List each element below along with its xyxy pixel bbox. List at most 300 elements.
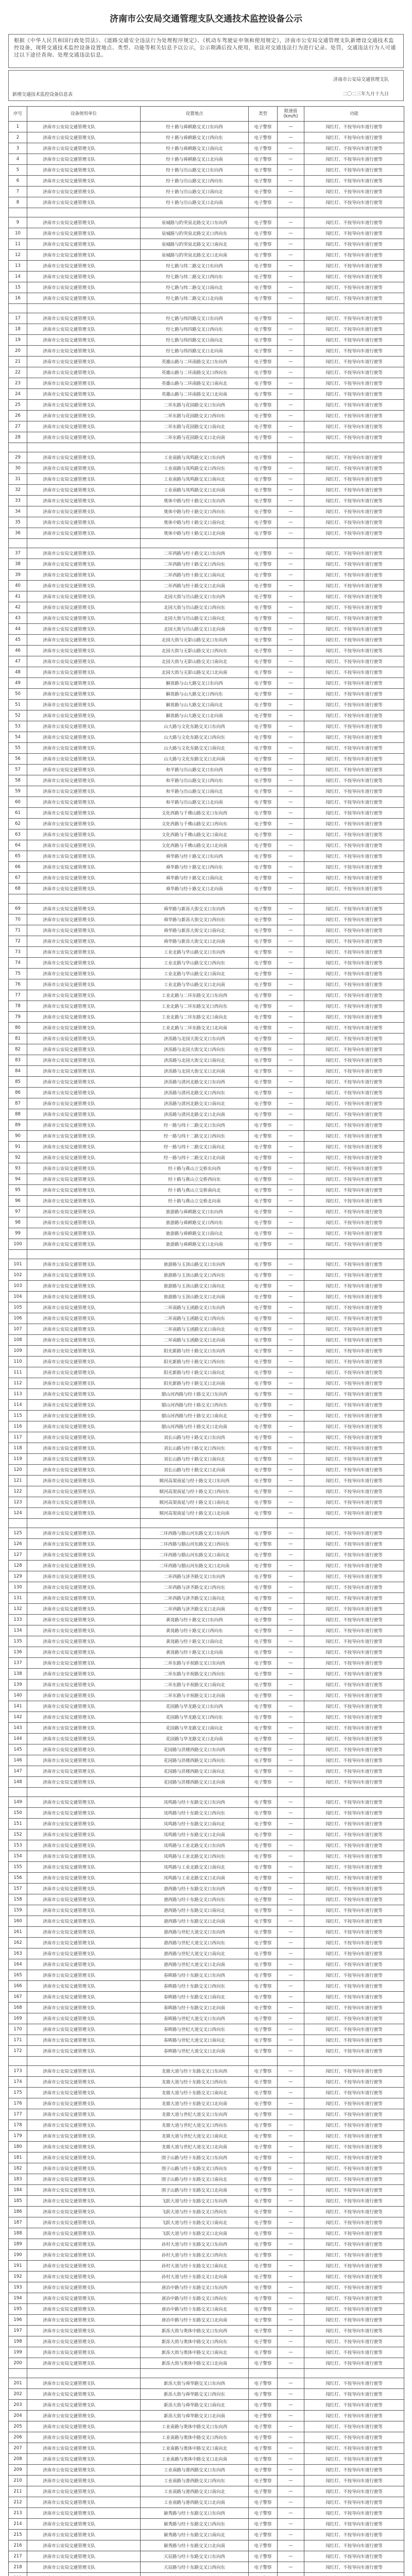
cell-location: 旅游路与舜耕路交叉口北向南 bbox=[141, 1239, 249, 1250]
cell-location: 唐冶中路与经十东路交叉口北向南 bbox=[141, 2315, 249, 2326]
table-row bbox=[9, 840, 404, 851]
table-row bbox=[9, 2432, 404, 2443]
table-row bbox=[9, 2508, 404, 2519]
cell-unit: 济南市公安局交通管理支队 bbox=[27, 808, 141, 819]
cell-location: 刘长山路与经十路交叉口南向北 bbox=[141, 1454, 249, 1465]
cell-type: 电子警察 bbox=[249, 1647, 278, 1658]
cell-type: 电子警察 bbox=[249, 474, 278, 485]
cell-type: 电子警察 bbox=[249, 1001, 278, 1012]
cell-unit: 济南市公安局交通管理支队 bbox=[27, 1884, 141, 1894]
cell-index: 98 bbox=[9, 1217, 27, 1228]
table-row bbox=[9, 1098, 404, 1109]
cell-function: 闯红灯、不按导向车道行驶等 bbox=[304, 1647, 404, 1658]
cell-speed: — bbox=[278, 2185, 304, 2196]
cell-unit: 济南市公安局交通管理支队 bbox=[27, 851, 141, 862]
cell-unit: 济南市公安局交通管理支队 bbox=[27, 1259, 141, 1270]
table-row bbox=[9, 2530, 404, 2540]
table-row bbox=[9, 143, 404, 154]
cell-speed bbox=[278, 2573, 304, 2576]
cell-function: 闯红灯、不按导向车道行驶等 bbox=[304, 2024, 404, 2035]
table-row bbox=[9, 1012, 404, 1023]
cell-index: 121 bbox=[9, 1476, 27, 1486]
cell-type: 电子警察 bbox=[249, 840, 278, 851]
cell-type: 电子警察 bbox=[249, 1066, 278, 1077]
cell-speed: — bbox=[278, 829, 304, 840]
cell-location: 花园路与华龙路交叉口东向西 bbox=[141, 1701, 249, 1712]
table-spacer-row bbox=[9, 2369, 404, 2378]
cell-speed: — bbox=[278, 272, 304, 282]
table-row bbox=[9, 2228, 404, 2239]
cell-location: 文化西路与千佛山路交叉口西向东 bbox=[141, 819, 249, 829]
cell-function: 闯红灯、不按导向车道行驶等 bbox=[304, 176, 404, 187]
cell-type: 电子警察 bbox=[249, 1367, 278, 1378]
cell-type: 电子警察 bbox=[249, 1884, 278, 1894]
table-row bbox=[9, 378, 404, 389]
cell-index: 40 bbox=[9, 581, 27, 591]
cell-function: 闯红灯、不按导向车道行驶等 bbox=[304, 2326, 404, 2336]
cell-function: 闯红灯、不按导向车道行驶等 bbox=[304, 1217, 404, 1228]
cell-speed: — bbox=[278, 1357, 304, 1367]
cell-index: 73 bbox=[9, 947, 27, 958]
cell-type: 电子警察 bbox=[249, 786, 278, 797]
cell-location: 旅游路与玉顶山路交叉口南向北 bbox=[141, 1281, 249, 1292]
cell-location: 工业南路与奥体中路交叉口南向北 bbox=[141, 2443, 249, 2454]
cell-speed: — bbox=[278, 1421, 304, 1432]
spacer-cell bbox=[278, 304, 304, 313]
cell-type: 电子警察 bbox=[249, 914, 278, 925]
cell-location: 舜华路与新泺大街交叉口东向西 bbox=[141, 904, 249, 914]
spacer-cell bbox=[9, 1250, 27, 1259]
cell-location: 经七路与纬二路交叉口东向西 bbox=[141, 261, 249, 272]
cell-index: 1 bbox=[9, 122, 27, 132]
cell-unit: 济南市公安局交通管理支队 bbox=[27, 1528, 141, 1539]
cell-function: 闯红灯、不按导向车道行驶等 bbox=[304, 474, 404, 485]
cell-speed: — bbox=[278, 786, 304, 797]
cell-speed: — bbox=[278, 1777, 304, 1788]
cell-type: 电子警察 bbox=[249, 143, 278, 154]
cell-index: 184 bbox=[9, 2185, 27, 2196]
cell-speed: — bbox=[278, 1593, 304, 1604]
cell-speed: — bbox=[278, 463, 304, 474]
table-row bbox=[9, 432, 404, 443]
cell-index: 97 bbox=[9, 1207, 27, 1217]
cell-function: 闯红灯、不按导向车道行驶等 bbox=[304, 2109, 404, 2120]
cell-unit: 济南市公安局交通管理支队 bbox=[27, 947, 141, 958]
cell-unit: 济南市公安局交通管理支队 bbox=[27, 2551, 141, 2562]
cell-speed: — bbox=[278, 432, 304, 443]
cell-function: 闯红灯、不按导向车道行驶等 bbox=[304, 272, 404, 282]
header-function: 功能 bbox=[304, 107, 404, 122]
cell-unit: 济南市公安局交通管理支队 bbox=[27, 1098, 141, 1109]
cell-function: 闯红灯、不按导向车道行驶等 bbox=[304, 1981, 404, 1992]
cell-index: 165 bbox=[9, 1970, 27, 1981]
cell-speed: — bbox=[278, 1497, 304, 1508]
page-title: 济南市公安局交通管理支队交通技术监控设备公示 bbox=[110, 14, 302, 24]
cell-index: 173 bbox=[9, 2066, 27, 2077]
cell-speed: — bbox=[278, 1604, 304, 1615]
cell-index: 206 bbox=[9, 2432, 27, 2443]
cell-unit: 济南市公安局交通管理支队 bbox=[27, 165, 141, 176]
table-row bbox=[9, 1884, 404, 1894]
cell-type: 电子警察 bbox=[249, 2443, 278, 2454]
spacer-cell bbox=[9, 2369, 27, 2378]
cell-location: 济泺路与北园大街交叉口南向北 bbox=[141, 1055, 249, 1066]
table-row bbox=[9, 1023, 404, 1033]
cell-speed: — bbox=[278, 2250, 304, 2261]
cell-index: 18 bbox=[9, 324, 27, 335]
cell-index: 209 bbox=[9, 2465, 27, 2476]
cell-index: 204 bbox=[9, 2411, 27, 2421]
cell-speed: — bbox=[278, 1292, 304, 1302]
cell-index: 36 bbox=[9, 528, 27, 539]
table-row bbox=[9, 914, 404, 925]
cell-location: 经七路与纬四路交叉口西向东 bbox=[141, 324, 249, 335]
cell-location: 凤鸣路与工业北路交叉口北向南 bbox=[141, 1873, 249, 1884]
cell-type: 电子警察 bbox=[249, 1270, 278, 1281]
table-row bbox=[9, 1927, 404, 1938]
cell-location: 经十路与燕山立交桥北向南 bbox=[141, 1196, 249, 1207]
cell-unit: 济南市公安局交通管理支队 bbox=[27, 2378, 141, 2389]
cell-speed: — bbox=[278, 1153, 304, 1163]
cell-location: 阳光新路与经十路交叉口南向北 bbox=[141, 1367, 249, 1378]
cell-function: 闯红灯、不按导向车道行驶等 bbox=[304, 710, 404, 721]
cell-index: 72 bbox=[9, 936, 27, 947]
cell-function: 闯红灯、不按导向车道行驶等 bbox=[304, 1142, 404, 1153]
cell-function: 闯红灯、不按导向车道行驶等 bbox=[304, 1690, 404, 1701]
cell-unit: 济南市公安局交通管理支队 bbox=[27, 1755, 141, 1766]
cell-index: 49 bbox=[9, 678, 27, 689]
cell-index: 145 bbox=[9, 1744, 27, 1755]
table-row bbox=[9, 646, 404, 656]
cell-location: 泉城路与趵突泉北路交叉口西向东 bbox=[141, 228, 249, 239]
spacer-cell bbox=[249, 443, 278, 452]
cell-function: 闯红灯、不按导向车道行驶等 bbox=[304, 743, 404, 754]
cell-function: 闯红灯、不按导向车道行驶等 bbox=[304, 1153, 404, 1163]
cell-location: 解放路与山大路交叉口北向南 bbox=[141, 710, 249, 721]
table-row bbox=[9, 485, 404, 496]
cell-index: 124 bbox=[9, 1508, 27, 1519]
spacer-cell bbox=[141, 1788, 249, 1797]
cell-unit: 济南市公安局交通管理支队 bbox=[27, 1421, 141, 1432]
cell-speed: — bbox=[278, 122, 304, 132]
cell-location: 刘长山路与经十路交叉口东向西 bbox=[141, 1432, 249, 1443]
table-row bbox=[9, 2443, 404, 2454]
cell-type: 电子警察 bbox=[249, 969, 278, 979]
cell-location: 春晖路与世纪大道交叉口西向东 bbox=[141, 2024, 249, 2035]
cell-function: 闯红灯、不按导向车道行驶等 bbox=[304, 2098, 404, 2109]
cell-function: 闯红灯、不按导向车道行驶等 bbox=[304, 1239, 404, 1250]
cell-speed: — bbox=[278, 2519, 304, 2530]
cell-function: 闯红灯、不按导向车道行驶等 bbox=[304, 165, 404, 176]
table-row bbox=[9, 1131, 404, 1142]
cell-index: 208 bbox=[9, 2454, 27, 2465]
cell-speed: — bbox=[278, 1916, 304, 1927]
spacer-cell bbox=[278, 1250, 304, 1259]
cell-index: 68 bbox=[9, 884, 27, 894]
cell-speed: — bbox=[278, 2261, 304, 2272]
cell-type: 电子警察 bbox=[249, 1465, 278, 1476]
cell-type: 电子警察 bbox=[249, 517, 278, 528]
cell-type: 电子警察 bbox=[249, 2272, 278, 2282]
cell-type: 电子警察 bbox=[249, 1582, 278, 1593]
cell-index: 207 bbox=[9, 2443, 27, 2454]
cell-speed: — bbox=[278, 1120, 304, 1131]
cell-function: 闯红灯、不按导向车道行驶等 bbox=[304, 463, 404, 474]
cell-speed: — bbox=[278, 1443, 304, 1454]
cell-unit: 济南市公安局交通管理支队 bbox=[27, 2098, 141, 2109]
cell-index: 193 bbox=[9, 2282, 27, 2293]
spacer-cell bbox=[304, 2369, 404, 2378]
cell-index: 32 bbox=[9, 485, 27, 496]
cell-index bbox=[9, 2573, 27, 2576]
cell-unit: 济南市公安局交通管理支队 bbox=[27, 2400, 141, 2411]
cell-type: 电子警察 bbox=[249, 293, 278, 304]
cell-index: 6 bbox=[9, 176, 27, 187]
cell-unit: 济南市公安局交通管理支队 bbox=[27, 1701, 141, 1712]
table-row bbox=[9, 2217, 404, 2228]
cell-location: 飞跃大道与经十东路交叉口南向北 bbox=[141, 2217, 249, 2228]
cell-location: 颖秀路与经十东路交叉口东向西 bbox=[141, 2508, 249, 2519]
spacer-cell bbox=[141, 2369, 249, 2378]
cell-function: 闯红灯、不按导向车道行驶等 bbox=[304, 1658, 404, 1669]
cell-location: 英雄山路与二环南路交叉口东向西 bbox=[141, 357, 249, 367]
cell-function: 闯红灯、不按导向车道行驶等 bbox=[304, 1701, 404, 1712]
table-row bbox=[9, 689, 404, 700]
cell-location: 经七路与纬四路交叉口南向北 bbox=[141, 335, 249, 346]
table-row bbox=[9, 1292, 404, 1302]
cell-unit: 济南市公安局交通管理支队 bbox=[27, 1217, 141, 1228]
spacer-cell bbox=[141, 2057, 249, 2066]
cell-location: 经十路与历山路交叉口东向西 bbox=[141, 165, 249, 176]
table-row bbox=[9, 602, 404, 613]
cell-speed: — bbox=[278, 862, 304, 873]
table-row bbox=[9, 1153, 404, 1163]
cell-index: 61 bbox=[9, 808, 27, 819]
cell-location: 奥体中路与经十路交叉口南向北 bbox=[141, 517, 249, 528]
cell-index: 113 bbox=[9, 1389, 27, 1400]
cell-location: 奥体中路与经十路交叉口东向西 bbox=[141, 496, 249, 506]
cell-index: 77 bbox=[9, 990, 27, 1001]
cell-unit: 济南市公安局交通管理支队 bbox=[27, 2347, 141, 2358]
cell-unit: 济南市公安局交通管理支队 bbox=[27, 1829, 141, 1840]
table-spacer-row bbox=[9, 1250, 404, 1259]
cell-location: 新泺大街与舜华路交叉口南向北 bbox=[141, 2400, 249, 2411]
cell-function: 闯红灯、不按导向车道行驶等 bbox=[304, 282, 404, 293]
cell-function: 闯红灯、不按导向车道行驶等 bbox=[304, 1196, 404, 1207]
cell-function: 闯红灯、不按导向车道行驶等 bbox=[304, 1508, 404, 1519]
cell-index: 159 bbox=[9, 1905, 27, 1916]
cell-function: 闯红灯、不按导向车道行驶等 bbox=[304, 228, 404, 239]
cell-speed: — bbox=[278, 132, 304, 143]
cell-unit: 济南市公安局交通管理支队 bbox=[27, 2250, 141, 2261]
cell-type: 电子警察 bbox=[249, 1443, 278, 1454]
cell-unit: 济南市公安局交通管理支队 bbox=[27, 1894, 141, 1905]
cell-function: 闯红灯、不按导向车道行驶等 bbox=[304, 1766, 404, 1777]
cell-type: 电子警察 bbox=[249, 1389, 278, 1400]
cell-index: 5 bbox=[9, 165, 27, 176]
cell-type: 电子警察 bbox=[249, 367, 278, 378]
cell-type: 电子警察 bbox=[249, 1862, 278, 1873]
cell-function: 闯红灯、不按导向车道行驶等 bbox=[304, 765, 404, 775]
cell-function: 闯红灯、不按导向车道行驶等 bbox=[304, 432, 404, 443]
table-row bbox=[9, 786, 404, 797]
table-row bbox=[9, 2272, 404, 2282]
cell-index: 194 bbox=[9, 2293, 27, 2304]
cell-index: 45 bbox=[9, 635, 27, 646]
cell-index: 164 bbox=[9, 1959, 27, 1970]
cell-type: 电子警察 bbox=[249, 2024, 278, 2035]
table-row bbox=[9, 2185, 404, 2196]
spacer-cell bbox=[304, 2057, 404, 2066]
cell-index: 181 bbox=[9, 2153, 27, 2163]
cell-location: 工业南路与港西路交叉口西向东 bbox=[141, 2476, 249, 2486]
cell-index: 187 bbox=[9, 2217, 27, 2228]
cell-function: 闯红灯、不按导向车道行驶等 bbox=[304, 261, 404, 272]
table-row bbox=[9, 411, 404, 421]
cell-function: 闯红灯、不按导向车道行驶等 bbox=[304, 1281, 404, 1292]
cell-location: 北园大街与无影山路交叉口东向西 bbox=[141, 635, 249, 646]
table-row bbox=[9, 947, 404, 958]
table-row bbox=[9, 1357, 404, 1367]
cell-unit: 济南市公安局交通管理支队 bbox=[27, 2066, 141, 2077]
cell-function: 闯红灯、不按导向车道行驶等 bbox=[304, 2432, 404, 2443]
cell-type: 电子警察 bbox=[249, 1851, 278, 1862]
cell-speed: — bbox=[278, 1044, 304, 1055]
cell-type: 电子警察 bbox=[249, 570, 278, 581]
cell-index: 29 bbox=[9, 452, 27, 463]
cell-location: 二环西路与经十路交叉口西向东 bbox=[141, 559, 249, 570]
cell-location: 工业北路与二环东路交叉口东向西 bbox=[141, 990, 249, 1001]
cell-location: 颖秀路与经十东路交叉口西向东 bbox=[141, 2519, 249, 2530]
cell-type: 电子警察 bbox=[249, 2239, 278, 2250]
cell-index: 21 bbox=[9, 357, 27, 367]
cell-speed: — bbox=[278, 1992, 304, 2003]
cell-unit: 济南市公安局交通管理支队 bbox=[27, 506, 141, 517]
cell-location: 龙鼎大道与经十东路交叉口西向东 bbox=[141, 2077, 249, 2088]
cell-unit: 济南市公安局交通管理支队 bbox=[27, 2508, 141, 2519]
cell-location: 和平路与历山路交叉口北向南 bbox=[141, 797, 249, 808]
cell-type: 电子警察 bbox=[249, 710, 278, 721]
cell-unit: 济南市公安局交通管理支队 bbox=[27, 154, 141, 165]
cell-function: 闯红灯、不按导向车道行驶等 bbox=[304, 346, 404, 357]
cell-unit: 济南市公安局交通管理支队 bbox=[27, 1508, 141, 1519]
cell-function: 闯红灯、不按导向车道行驶等 bbox=[304, 2088, 404, 2098]
cell-function: 闯红灯、不按导向车道行驶等 bbox=[304, 1680, 404, 1690]
cell-function: 闯红灯、不按导向车道行驶等 bbox=[304, 1292, 404, 1302]
cell-type: 电子警察 bbox=[249, 1508, 278, 1519]
cell-location: 山大路与文化东路交叉口西向东 bbox=[141, 732, 249, 743]
cell-type: 电子警察 bbox=[249, 1948, 278, 1959]
spacer-cell bbox=[9, 539, 27, 548]
cell-unit: 济南市公安局交通管理支队 bbox=[27, 2142, 141, 2153]
cell-speed: — bbox=[278, 228, 304, 239]
cell-index: 210 bbox=[9, 2476, 27, 2486]
cell-function: 闯红灯、不按导向车道行驶等 bbox=[304, 1992, 404, 2003]
cell-unit: 济南市公安局交通管理支队 bbox=[27, 1873, 141, 1884]
cell-unit: 济南市公安局交通管理支队 bbox=[27, 840, 141, 851]
table-row bbox=[9, 667, 404, 678]
cell-function: 闯红灯、不按导向车道行驶等 bbox=[304, 1927, 404, 1938]
cell-location: 二环西路与腊山河东路交叉口南向北 bbox=[141, 1550, 249, 1561]
cell-type: 电子警察 bbox=[249, 1680, 278, 1690]
table-row bbox=[9, 1701, 404, 1712]
cell-location: 腊山河西路与经十路交叉口东向西 bbox=[141, 1389, 249, 1400]
spacer-cell bbox=[141, 539, 249, 548]
cell-speed: — bbox=[278, 1055, 304, 1066]
cell-unit: 济南市公安局交通管理支队 bbox=[27, 1808, 141, 1819]
cell-function: 闯红灯、不按导向车道行驶等 bbox=[304, 873, 404, 884]
cell-speed: — bbox=[278, 346, 304, 357]
cell-type: 电子警察 bbox=[249, 1571, 278, 1582]
table-row bbox=[9, 775, 404, 786]
cell-type: 电子警察 bbox=[249, 1411, 278, 1421]
cell-index: 133 bbox=[9, 1615, 27, 1625]
cell-location: 龙鼎大道与经十东路交叉口南向北 bbox=[141, 2088, 249, 2098]
cell-function: 闯红灯、不按导向车道行驶等 bbox=[304, 2454, 404, 2465]
cell-unit: 济南市公安局交通管理支队 bbox=[27, 2088, 141, 2098]
cell-speed: — bbox=[278, 2239, 304, 2250]
cell-location: 新泺大街与奥体中路交叉口南向北 bbox=[141, 2347, 249, 2358]
cell-speed: — bbox=[278, 1873, 304, 1884]
table-row bbox=[9, 710, 404, 721]
cell-type: 电子警察 bbox=[249, 176, 278, 187]
cell-function: 闯红灯、不按导向车道行驶等 bbox=[304, 581, 404, 591]
cell-speed: — bbox=[278, 528, 304, 539]
table-row bbox=[9, 721, 404, 732]
cell-index: 198 bbox=[9, 2336, 27, 2347]
cell-unit: 济南市公安局交通管理支队 bbox=[27, 2562, 141, 2573]
cell-function: 闯红灯、不按导向车道行驶等 bbox=[304, 2142, 404, 2153]
table-row bbox=[9, 2315, 404, 2326]
cell-function: 闯红灯、不按导向车道行驶等 bbox=[304, 1829, 404, 1840]
cell-function: 闯红灯、不按导向车道行驶等 bbox=[304, 1625, 404, 1636]
table-row bbox=[9, 272, 404, 282]
spacer-cell bbox=[278, 894, 304, 904]
cell-unit: 济南市公安局交通管理支队 bbox=[27, 2024, 141, 2035]
cell-type: 电子警察 bbox=[249, 1550, 278, 1561]
cell-unit: 济南市公安局交通管理支队 bbox=[27, 904, 141, 914]
cell-type: 电子警察 bbox=[249, 2465, 278, 2476]
cell-location: 经一路与纬十二路交叉口南向北 bbox=[141, 1142, 249, 1153]
table-row bbox=[9, 2378, 404, 2389]
cell-index: 20 bbox=[9, 346, 27, 357]
signature-org: 济南市公安局交通管理支队 bbox=[333, 77, 389, 82]
cell-function: 闯红灯、不按导向车道行驶等 bbox=[304, 2046, 404, 2057]
cell-unit: 济南市公安局交通管理支队 bbox=[27, 411, 141, 421]
cell-index: 41 bbox=[9, 591, 27, 602]
cell-index: 126 bbox=[9, 1539, 27, 1550]
table-row bbox=[9, 1163, 404, 1174]
table-row bbox=[9, 1734, 404, 1744]
cell-location: 舜华路与经十路交叉口南向北 bbox=[141, 873, 249, 884]
cell-unit: 济南市公安局交通管理支队 bbox=[27, 2421, 141, 2432]
cell-speed: — bbox=[278, 2508, 304, 2519]
cell-speed: — bbox=[278, 1077, 304, 1088]
cell-unit: 济南市公安局交通管理支队 bbox=[27, 2163, 141, 2174]
cell-speed: — bbox=[278, 2443, 304, 2454]
cell-location: 工业南路与港西路交叉口北向南 bbox=[141, 2497, 249, 2508]
cell-location: 春晖路与经十东路交叉口西向东 bbox=[141, 1981, 249, 1992]
cell-function: 闯红灯、不按导向车道行驶等 bbox=[304, 411, 404, 421]
cell-speed: — bbox=[278, 667, 304, 678]
cell-location: 阳光新路与经十路交叉口西向东 bbox=[141, 1357, 249, 1367]
cell-unit: 济南市公安局交通管理支队 bbox=[27, 797, 141, 808]
cell-index: 55 bbox=[9, 743, 27, 754]
cell-function: 闯红灯、不按导向车道行驶等 bbox=[304, 421, 404, 432]
cell-function: 闯红灯、不按导向车道行驶等 bbox=[304, 1777, 404, 1788]
cell-type: 电子警察 bbox=[249, 2120, 278, 2131]
cell-speed: — bbox=[278, 197, 304, 208]
